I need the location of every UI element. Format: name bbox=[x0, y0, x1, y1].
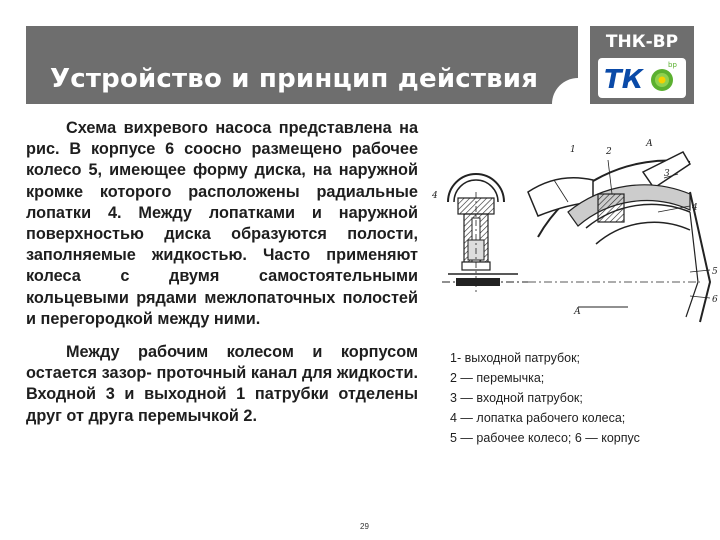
figure-legend bbox=[450, 348, 640, 448]
paragraph-gap: Между рабочим колесом и корпусом остается зазор- проточный канал для жидкости. Входной 3 и выходной 1 патрубки отделены друг от друга перемычкой 2. bbox=[26, 343, 418, 425]
pump-drawing-icon bbox=[428, 132, 718, 332]
figure-label-a-top: А bbox=[646, 139, 653, 149]
figure-label-section: 4 bbox=[432, 191, 438, 201]
logo-text: ТНК-ВР bbox=[605, 32, 679, 52]
legend-item: 3 — входной патрубок; bbox=[450, 391, 583, 405]
bp-helios-center bbox=[659, 77, 666, 84]
bp-text: bp bbox=[668, 61, 677, 69]
page-title: Устройство и принцип действия bbox=[50, 64, 539, 94]
figure-label-a-bottom: А bbox=[574, 307, 581, 317]
vortex-pump-figure bbox=[428, 132, 718, 332]
figure-label-5: 5 bbox=[712, 267, 718, 277]
front-view bbox=[528, 152, 710, 322]
figure-label-3: 3 bbox=[664, 169, 670, 179]
figure-label-4: 4 bbox=[692, 203, 698, 213]
legend-item: 4 — лопатка рабочего колеса; bbox=[450, 411, 626, 425]
figure-label-2: 2 bbox=[606, 147, 612, 157]
header-corner-notch bbox=[552, 78, 578, 104]
legend-item: 1- выходной патрубок; bbox=[450, 351, 581, 365]
body-text bbox=[26, 118, 418, 427]
page-number: 29 bbox=[360, 522, 369, 531]
logo-emblem bbox=[598, 58, 686, 98]
paragraph-scheme: Схема вихревого насоса представлена на рис. В корпусе 6 соосно размещено рабочее колесо 5, имеющее форму диска, на наружной кромке которого расположены радиальные лопатки 4. Между лопатками и наружной поверхностью диска образуются полости, заполняемые жидкостью. Часто применяют колеса с двумя самостоятельными кольцевыми рядами межлопаточных полостей и перегородкой между ними. bbox=[26, 119, 418, 328]
left-margin bbox=[0, 26, 26, 540]
figure-label-1: 1 bbox=[570, 145, 576, 155]
legend-item: 5 — рабочее колесо; 6 — корпус bbox=[450, 431, 640, 445]
tnk-bp-emblem-icon bbox=[598, 58, 686, 98]
legend-item: 2 — перемычка; bbox=[450, 371, 545, 385]
company-logo bbox=[590, 26, 694, 104]
tnk-glyph: ТК bbox=[604, 65, 643, 95]
figure-label-6: 6 bbox=[712, 295, 718, 305]
cross-section bbox=[442, 174, 528, 292]
